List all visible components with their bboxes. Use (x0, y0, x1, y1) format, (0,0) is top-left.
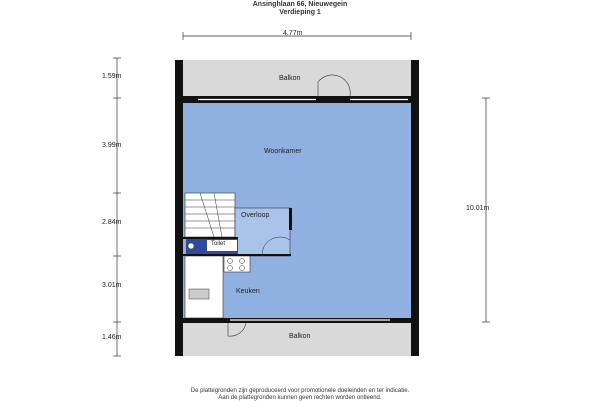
disclaimer-line-1: De plattegronden zijn geproduceerd voor promotionele doeleinden en ter indicatie. (190, 388, 410, 394)
toilet-bowl-icon (188, 243, 194, 249)
dim-left-3: 2.84m (102, 219, 122, 226)
dim-width-top: 4.77m (283, 30, 303, 37)
dim-left-1: 1.59m (102, 73, 122, 80)
dim-left-5: 1.46m (102, 334, 122, 341)
dim-left-4: 3.01m (102, 282, 122, 289)
dim-left-2: 3.99m (102, 142, 122, 149)
left-dimension-line (113, 58, 121, 356)
kitchen-counter (185, 256, 223, 318)
stair-area (185, 193, 235, 237)
sink-icon (189, 289, 209, 299)
room-label-overloop: Overloop (241, 212, 270, 219)
dim-right-total: 10.01m (466, 205, 490, 212)
plan-address: Ansinghlaan 66, Nieuwegein (252, 1, 348, 8)
room-label-balkon-bottom: Balkon (289, 333, 311, 340)
room-label-keuken: Keuken (236, 288, 260, 295)
room-label-balkon-top: Balkon (279, 75, 301, 82)
disclaimer-line-2: Aan de plattegronden kunnen geen rechten worden ontleend. (218, 395, 382, 401)
room-label-woonkamer: Woonkamer (264, 148, 302, 155)
plan-floor-title: Verdieping 1 (279, 9, 321, 16)
room-label-toilet: Toilet (211, 241, 226, 247)
